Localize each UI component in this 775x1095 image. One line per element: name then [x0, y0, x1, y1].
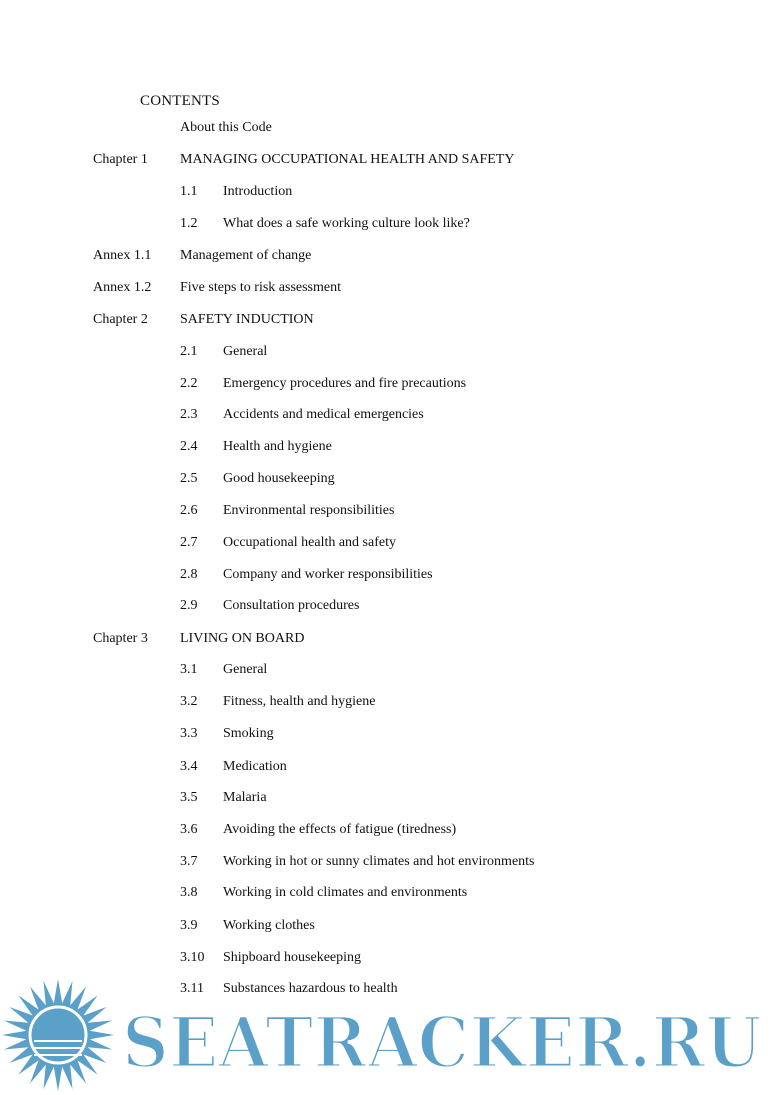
toc-entry-number: 3.10: [180, 950, 205, 965]
toc-entry-label: Chapter 3: [93, 631, 148, 646]
toc-entry-text: Emergency procedures and fire precautions: [223, 376, 467, 391]
sun-icon: [2, 979, 114, 1091]
toc-entry: [0, 883, 775, 903]
toc-entry-number: 2.6: [180, 503, 198, 518]
toc-entry: [0, 724, 775, 744]
toc-entry-text: SAFETY INDUCTION: [180, 312, 314, 327]
toc-entry-text: General: [223, 344, 268, 359]
contents-title: CONTENTS: [140, 93, 220, 109]
toc-entry: [0, 118, 775, 138]
toc-entry-number: 3.2: [180, 694, 198, 709]
toc-entry: [0, 852, 775, 872]
toc-entry-text: Malaria: [223, 790, 267, 805]
toc-entry: [0, 342, 775, 362]
toc-entry-number: 2.1: [180, 344, 198, 359]
toc-entry-text: Environmental responsibilities: [223, 503, 395, 518]
toc-entry: [0, 820, 775, 840]
toc-entry: [0, 660, 775, 680]
toc-entry: [0, 629, 775, 649]
toc-entry-text: What does a safe working culture look like?: [223, 216, 470, 231]
toc-entry-label: Chapter 2: [93, 312, 148, 327]
toc-entry-number: 3.4: [180, 759, 198, 774]
toc-entry: [0, 788, 775, 808]
toc-entry-number: 3.11: [180, 981, 204, 996]
toc-entry-text: About this Code: [180, 120, 272, 135]
toc-entry: [0, 437, 775, 457]
toc-entry: [0, 596, 775, 616]
toc-entry-label: Annex 1.2: [93, 280, 152, 295]
toc-entry-text: Management of change: [180, 248, 312, 263]
toc-entry-text: Introduction: [223, 184, 293, 199]
toc-entry-text: Medication: [223, 759, 287, 774]
toc-entry-number: 2.4: [180, 439, 198, 454]
toc-entry: [0, 533, 775, 553]
toc-entry-number: 2.9: [180, 598, 198, 613]
toc-entry-label: Annex 1.1: [93, 248, 152, 263]
toc-entry-number: 3.6: [180, 822, 198, 837]
toc-entry-number: 1.1: [180, 184, 198, 199]
toc-entry-text: Substances hazardous to health: [223, 981, 398, 996]
toc-entry: [0, 214, 775, 234]
toc-entry-number: 3.1: [180, 662, 198, 677]
toc-entry: [0, 501, 775, 521]
toc-entry-text: Five steps to risk assessment: [180, 280, 341, 295]
toc-entry-text: Working in hot or sunny climates and hot environments: [223, 854, 535, 869]
toc-entry-text: Fitness, health and hygiene: [223, 694, 376, 709]
toc-entry-text: Smoking: [223, 726, 274, 741]
toc-entry: [0, 405, 775, 425]
toc-entry-number: 3.7: [180, 854, 198, 869]
toc-entry: [0, 916, 775, 936]
toc-entry: [0, 182, 775, 202]
toc-entry-number: 2.8: [180, 567, 198, 582]
toc-entry-text: Working clothes: [223, 918, 315, 933]
toc-entry-number: 2.7: [180, 535, 198, 550]
toc-entry-text: Consultation procedures: [223, 598, 360, 613]
toc-entry: [0, 150, 775, 170]
toc-entry-text: Accidents and medical emergencies: [223, 407, 424, 422]
toc-entry: [0, 469, 775, 489]
watermark: [0, 975, 775, 1095]
toc-entry: [0, 565, 775, 585]
toc-entry-number: 3.5: [180, 790, 198, 805]
toc-entry-text: Health and hygiene: [223, 439, 332, 454]
toc-entry-number: 2.2: [180, 376, 198, 391]
toc-entry: [0, 692, 775, 712]
toc-entry-text: Avoiding the effects of fatigue (tiredness): [223, 822, 457, 837]
toc-entry-number: 2.5: [180, 471, 198, 486]
toc-entry-number: 3.8: [180, 885, 198, 900]
toc-entry-text: MANAGING OCCUPATIONAL HEALTH AND SAFETY: [180, 152, 515, 167]
toc-entry-number: 3.3: [180, 726, 198, 741]
toc-entry-label: Chapter 1: [93, 152, 148, 167]
toc-entry-text: Company and worker responsibilities: [223, 567, 433, 582]
toc-entry: [0, 310, 775, 330]
toc-entry-text: General: [223, 662, 268, 677]
toc-entry-text: Working in cold climates and environments: [223, 885, 468, 900]
toc-entry-text: LIVING ON BOARD: [180, 631, 305, 646]
toc-entry-text: Occupational health and safety: [223, 535, 396, 550]
toc-entry: [0, 246, 775, 266]
toc-entry-number: 1.2: [180, 216, 198, 231]
toc-entry-number: 2.3: [180, 407, 198, 422]
toc-entry-text: Shipboard housekeeping: [223, 950, 362, 965]
watermark-text: SEATRACKER.RU: [122, 1001, 762, 1084]
toc-entry: [0, 948, 775, 968]
toc-entry: [0, 374, 775, 394]
toc-entry-number: 3.9: [180, 918, 198, 933]
toc-entry: [0, 757, 775, 777]
toc-entry: [0, 278, 775, 298]
toc-entry-text: Good housekeeping: [223, 471, 335, 486]
